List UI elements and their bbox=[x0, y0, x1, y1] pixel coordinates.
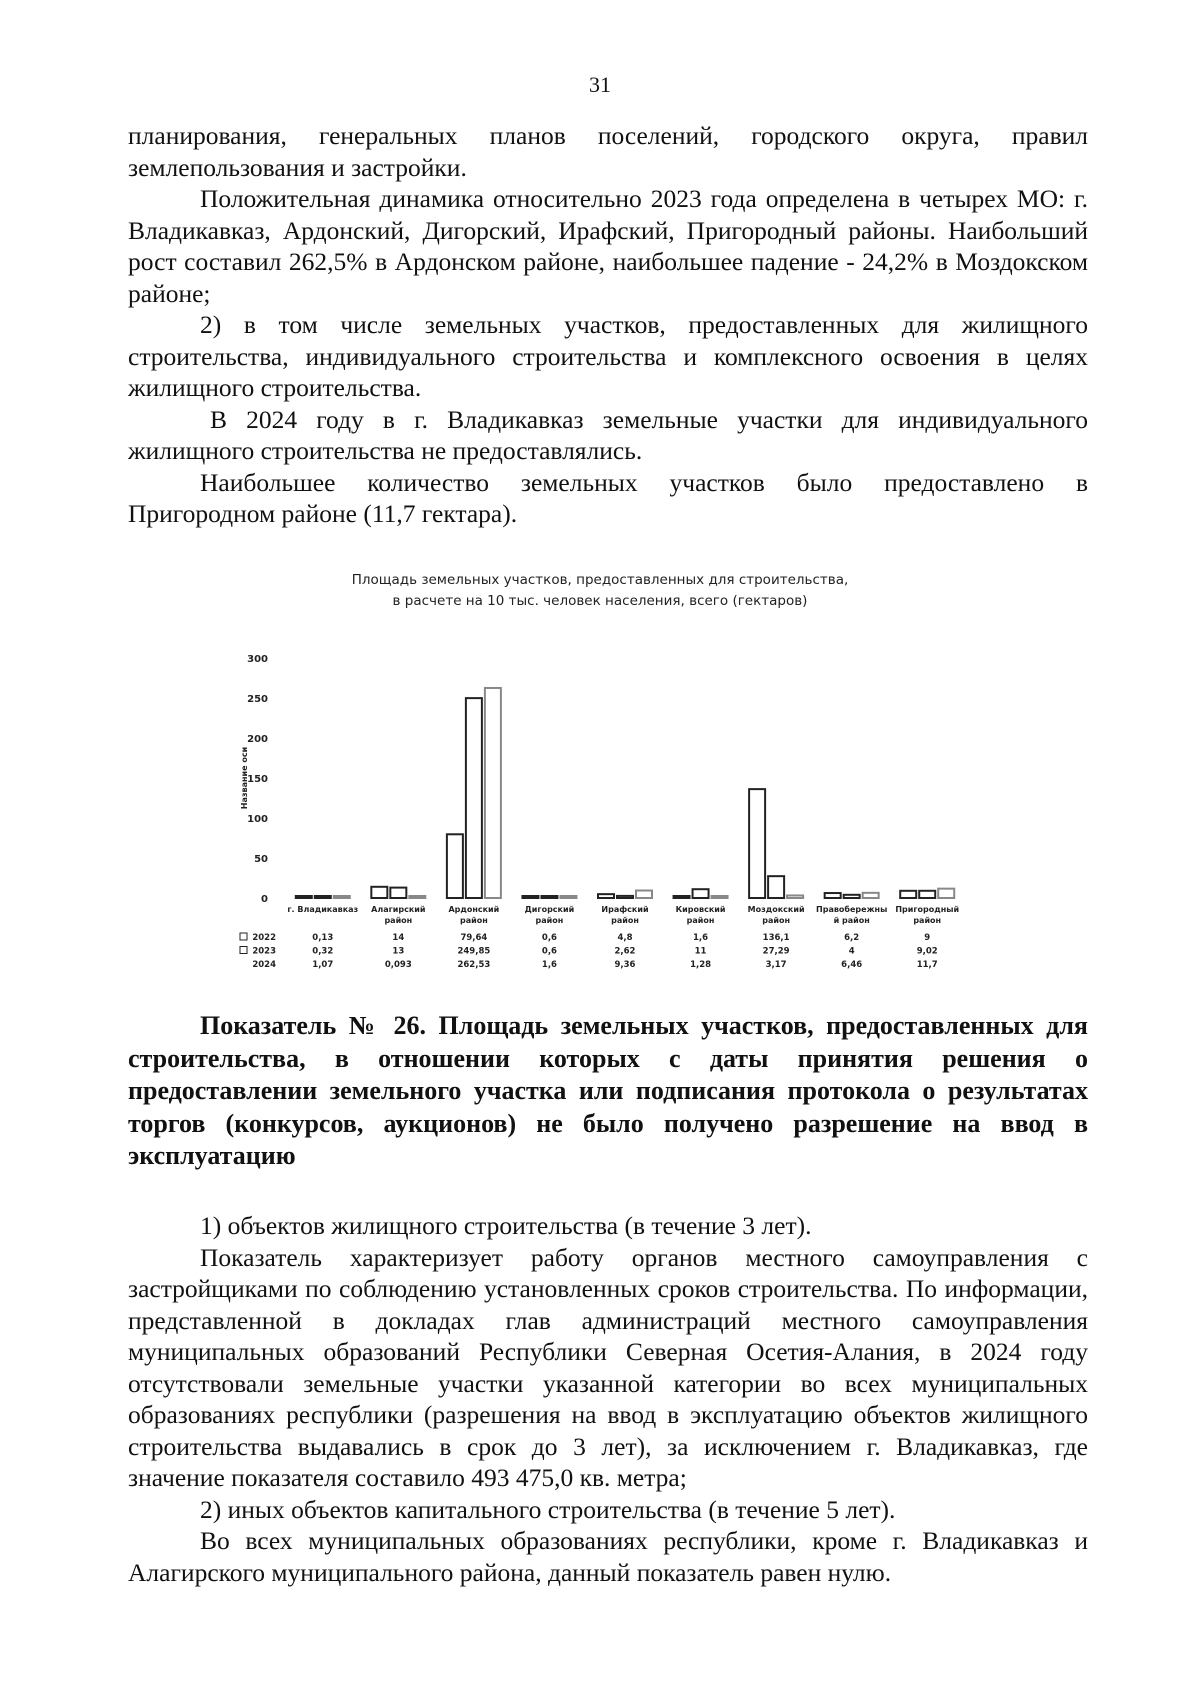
bar bbox=[825, 893, 841, 898]
bar bbox=[315, 896, 331, 898]
category-label: Ардонский bbox=[448, 905, 500, 914]
bar bbox=[919, 891, 935, 898]
table-cell: 4,8 bbox=[617, 933, 633, 943]
bar bbox=[693, 889, 709, 898]
table-cell: 9,02 bbox=[916, 946, 938, 957]
y-axis-label: Название оси bbox=[240, 746, 249, 810]
table-cell: 0,6 bbox=[541, 933, 557, 943]
bar bbox=[636, 891, 652, 898]
bar bbox=[522, 896, 538, 898]
bar bbox=[674, 896, 690, 898]
page-number: 31 bbox=[589, 72, 611, 97]
table-cell: 249,85 bbox=[457, 946, 491, 957]
category-label: г. Владикавказ bbox=[287, 905, 359, 914]
table-cell: 3,17 bbox=[765, 960, 787, 970]
category-label: район bbox=[686, 916, 715, 925]
bar bbox=[749, 789, 765, 898]
category-label: район bbox=[762, 916, 790, 925]
bar bbox=[863, 893, 879, 898]
chart-title: Площадь земельных участков, предоставленных для строительства, в расчете на 10 тыс. человек населения, всего (гектаров) bbox=[351, 572, 849, 609]
category-label: Дигорский bbox=[524, 905, 575, 914]
y-tick-label: 0 bbox=[261, 894, 268, 905]
table-cell: 11 bbox=[694, 946, 707, 957]
category-label: Алагирский bbox=[371, 905, 426, 914]
bar bbox=[409, 896, 425, 898]
bar bbox=[617, 896, 633, 898]
table-cell: 9 bbox=[924, 933, 931, 943]
y-tick-label: 250 bbox=[247, 694, 268, 705]
bar bbox=[447, 834, 463, 898]
table-cell: 0,093 bbox=[384, 960, 412, 970]
table-cell: 6,46 bbox=[841, 960, 863, 970]
y-tick-label: 150 bbox=[247, 774, 268, 785]
paragraph: Показатель характеризует работу органов местного самоуправления с застройщиками по соблюдению установленных сроков строительства. По информации, представленной в докладах глав администраций местного самоуправления муниципальных образований Республики Северная Осетия-Алания, в 2024 году отсутствовали земельные участки указанной категории во всех муниципальных образованиях республики (разрешения на ввод в эксплуатацию объектов жилищного строительства выдавались в срок до 3 лет), за исключением г. Владикавказ, где значение показателя составило 493 475,0 кв. метра; bbox=[128, 1242, 1088, 1492]
table-cell: 0,32 bbox=[312, 946, 334, 957]
legend-label: 2024 bbox=[252, 960, 276, 970]
y-tick-label: 200 bbox=[247, 734, 268, 745]
y-tick-label: 100 bbox=[247, 814, 268, 825]
y-tick-label: 300 bbox=[247, 654, 268, 665]
legend-key bbox=[240, 947, 247, 954]
paragraph: В 2024 году в г. Владикавказ земельные участки для индивидуального жилищного строительства не предоставлялись. bbox=[128, 404, 1088, 465]
table-cell: 0,6 bbox=[541, 946, 557, 957]
table-cell: 4 bbox=[848, 946, 855, 957]
bar bbox=[466, 698, 482, 898]
legend-label: 2022 bbox=[252, 933, 276, 943]
table-cell: 11,7 bbox=[916, 960, 938, 970]
table-cell: 1,6 bbox=[541, 960, 557, 970]
table-cell: 262,53 bbox=[457, 960, 491, 970]
table-cell: 79,64 bbox=[460, 933, 488, 943]
category-label: Пригородный bbox=[895, 905, 960, 914]
legend-label: 2023 bbox=[252, 946, 276, 957]
y-tick-label: 50 bbox=[254, 854, 268, 865]
paragraph: 2) иных объектов капитального строительства (в течение 5 лет). bbox=[200, 1494, 896, 1524]
category-label: район bbox=[611, 916, 639, 925]
bottom-text-block bbox=[128, 1210, 1088, 1588]
bar bbox=[560, 896, 576, 898]
table-cell: 6,2 bbox=[844, 933, 860, 943]
category-label: район bbox=[384, 916, 413, 925]
indicator-heading: Показатель № 26. Площадь земельных участков, предоставленных для строительства, в отношении которых с даты принятия решения о предоставлении земельного участка или подписания протокола о результатах торгов (конкурсов, аукционов) не было получено разрешение на ввод в эксплуатацию bbox=[128, 1011, 1088, 1170]
table-cell: 2,62 bbox=[614, 946, 636, 957]
bar bbox=[938, 889, 954, 898]
bar bbox=[900, 891, 916, 898]
bar bbox=[541, 896, 557, 898]
paragraph: планирования, генеральных планов поселений, городского округа, правил землепользования и застройки. bbox=[128, 121, 1088, 182]
table-cell: 13 bbox=[392, 946, 405, 957]
bar bbox=[296, 896, 312, 898]
category-label: район bbox=[460, 916, 488, 925]
paragraph: Положительная динамика относительно 2023 года определена в четырех МО: г. Владикавказ, Ардонский, Дигорский, Ирафский, Пригородный районы. Наибольший рост составил 262,5% в Ардонском районе, наибольшее падение - 24,2% в Моздокском районе; bbox=[128, 184, 1088, 308]
table-cell: 14 bbox=[392, 933, 405, 943]
table-cell: 1,6 bbox=[693, 933, 709, 943]
legend-key bbox=[240, 933, 247, 940]
category-label: Кировский bbox=[675, 905, 726, 914]
bar bbox=[787, 895, 803, 898]
table-cell: 1,07 bbox=[312, 960, 334, 970]
paragraph: 1) объектов жилищного строительства (в течение 3 лет). bbox=[200, 1211, 812, 1240]
table-cell: 9,36 bbox=[614, 960, 636, 970]
category-label: Правобережны bbox=[816, 905, 888, 914]
paragraph: Во всех муниципальных образованиях республики, кроме г. Владикавказ и Алагирского муниципального района, данный показатель равен нулю. bbox=[128, 1526, 1088, 1587]
table-cell: 0,13 bbox=[312, 933, 334, 943]
bar bbox=[390, 888, 406, 898]
category-label: район bbox=[913, 916, 942, 925]
paragraph: 2) в том числе земельных участков, предоставленных для жилищного строительства, индивидуального строительства и комплексного освоения в целях жилищного строительства. bbox=[128, 310, 1088, 402]
table-cell: 27,29 bbox=[762, 946, 790, 957]
bar bbox=[712, 896, 728, 898]
bar bbox=[768, 876, 784, 898]
bar bbox=[844, 895, 860, 898]
bar bbox=[485, 688, 501, 898]
category-label: й район bbox=[833, 916, 870, 925]
bar bbox=[371, 887, 387, 898]
table-cell: 136,1 bbox=[762, 933, 790, 943]
category-label: Ирафский bbox=[601, 905, 649, 914]
paragraph: Наибольшее количество земельных участков было предоставлено в Пригородном районе (11,7 гектара). bbox=[128, 467, 1088, 528]
table-cell: 1,28 bbox=[690, 960, 712, 970]
category-label: Моздокский bbox=[747, 905, 805, 914]
bar bbox=[334, 896, 350, 898]
category-label: район bbox=[535, 916, 564, 925]
bar bbox=[598, 894, 614, 898]
